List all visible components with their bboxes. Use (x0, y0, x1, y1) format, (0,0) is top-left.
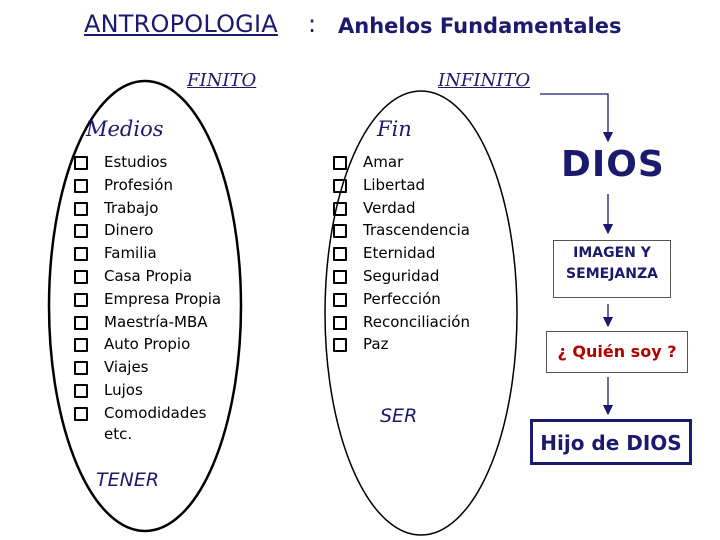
checkbox-bullet-icon (74, 179, 88, 193)
list-item: Eternidad (363, 242, 470, 265)
checkbox-bullet-icon (333, 179, 347, 193)
page-title: ANTROPOLOGIA (84, 10, 278, 38)
fin-list (363, 151, 470, 356)
dios-label: DIOS (561, 144, 665, 185)
list-item: Auto Propio (104, 333, 221, 356)
list-item: Seguridad (363, 265, 470, 288)
checkbox-bullet-icon (74, 224, 88, 238)
checkbox-bullet-icon (74, 338, 88, 352)
checkbox-bullet-icon (333, 270, 347, 284)
list-item: Verdad (363, 197, 470, 220)
checkbox-bullet-icon (333, 247, 347, 261)
finito-header: FINITO (187, 70, 257, 91)
list-item: Dinero (104, 219, 221, 242)
checkbox-bullet-icon (74, 247, 88, 261)
infinito-header: INFINITO (438, 70, 531, 91)
checkbox-bullet-icon (74, 156, 88, 170)
arrow-infinito-dios (540, 94, 608, 141)
list-item: Reconciliación (363, 311, 470, 334)
checkbox-bullet-icon (333, 338, 347, 352)
imagen-semejanza-box: IMAGEN Y SEMEJANZA (553, 240, 671, 298)
list-item: Trascendencia (363, 219, 470, 242)
checkbox-bullet-icon (74, 293, 88, 307)
checkbox-bullet-icon (74, 270, 88, 284)
page-subtitle: Anhelos Fundamentales (338, 14, 622, 38)
list-item: Libertad (363, 174, 470, 197)
list-item: Lujos (104, 379, 221, 402)
list-item: Profesión (104, 174, 221, 197)
list-item: Perfección (363, 288, 470, 311)
hijo-de-dios-box: Hijo de DIOS (530, 419, 692, 465)
list-item: Trabajo (104, 197, 221, 220)
list-item: Casa Propia (104, 265, 221, 288)
ser-label: SER (380, 405, 418, 427)
list-item: Comodidades (104, 402, 221, 425)
checkbox-bullet-icon (333, 224, 347, 238)
checkbox-bullet-icon (74, 407, 88, 421)
title-colon: : (308, 10, 317, 38)
list-item: Viajes (104, 356, 221, 379)
quien-soy-box: ¿ Quién soy ? (546, 331, 688, 373)
list-item: Familia (104, 242, 221, 265)
medios-label: Medios (86, 117, 164, 141)
etc-label: etc. (104, 425, 133, 443)
checkbox-bullet-icon (74, 361, 88, 375)
checkbox-bullet-icon (333, 156, 347, 170)
tener-label: TENER (96, 469, 160, 491)
list-item: Estudios (104, 151, 221, 174)
checkbox-bullet-icon (333, 316, 347, 330)
list-item: Empresa Propia (104, 288, 221, 311)
checkbox-bullet-icon (74, 202, 88, 216)
fin-label: Fin (377, 117, 412, 141)
checkbox-bullet-icon (333, 202, 347, 216)
list-item: Paz (363, 333, 470, 356)
medios-list (104, 151, 221, 425)
checkbox-bullet-icon (74, 316, 88, 330)
checkbox-bullet-icon (333, 293, 347, 307)
list-item: Amar (363, 151, 470, 174)
checkbox-bullet-icon (74, 384, 88, 398)
list-item: Maestría-MBA (104, 311, 221, 334)
